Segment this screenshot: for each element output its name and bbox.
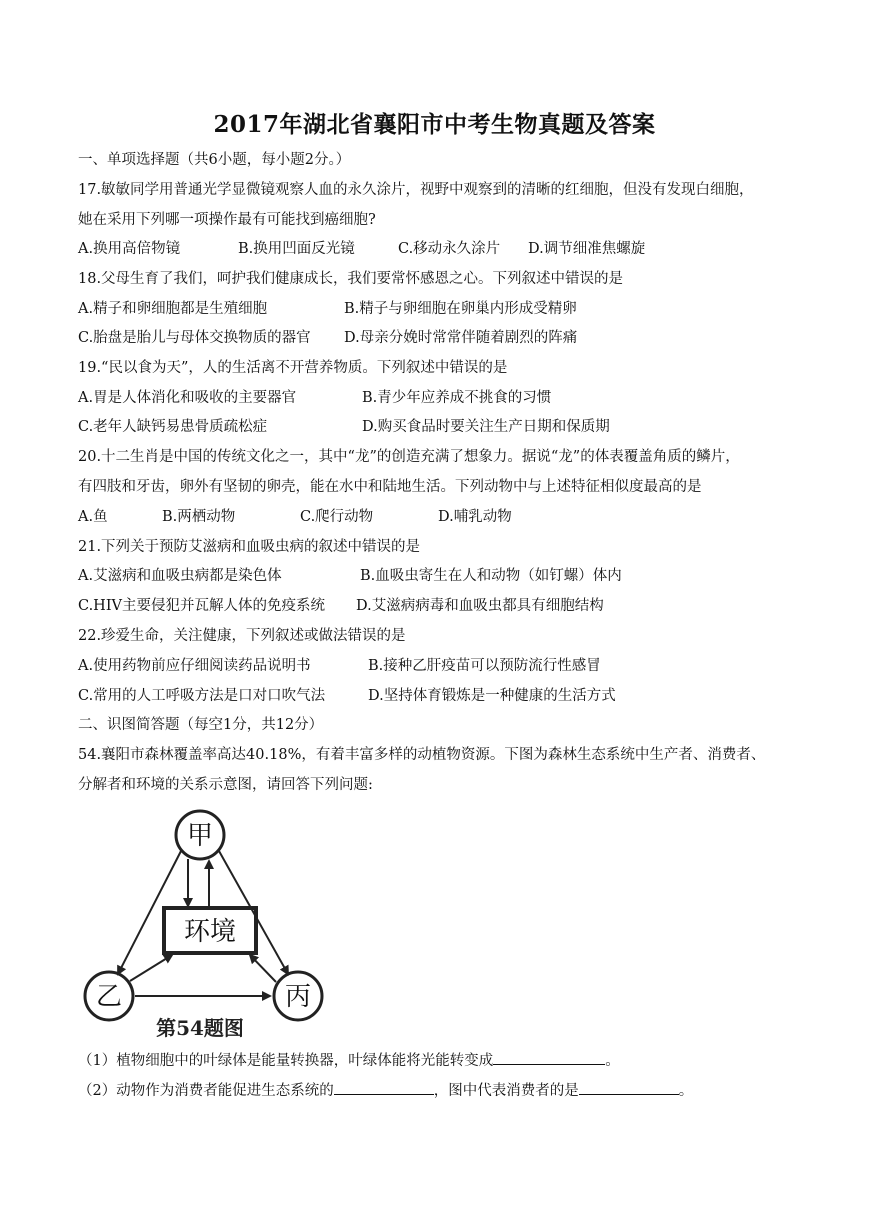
- question-21-options-row1: [78, 566, 798, 586]
- question-18-options-row1: [78, 299, 798, 319]
- sub2-end: 。: [678, 1083, 694, 1099]
- question-54-stem-line1: 54.襄阳市森林覆盖率高达40.18%，有着丰富多样的动植物资源。下图为森林生态系统中生产者、消费者、: [78, 747, 766, 763]
- option-a: A.胃是人体消化和吸收的主要器官: [78, 390, 297, 406]
- question-22-options-row1: [78, 656, 798, 676]
- question-19-stem: 19.“民以食为天”，人的生活离不开营养物质。下列叙述中错误的是: [78, 360, 508, 376]
- answer-blank-3[interactable]: [579, 1080, 679, 1095]
- option-c: C.爬行动物: [300, 509, 374, 525]
- node-environment-label: 环境: [183, 917, 237, 947]
- option-c: C.移动永久涂片: [398, 241, 501, 257]
- option-b: B.青少年应养成不挑食的习惯: [362, 390, 552, 406]
- sub1-end: 。: [605, 1053, 620, 1069]
- question-20-stem-line2: 有四肢和牙齿，卵外有坚韧的卵壳，能在水中和陆地生活。下列动物中与上述特征相似度最高的是: [78, 479, 702, 495]
- question-22-stem: 22.珍爱生命，关注健康，下列叙述或做法错误的是: [78, 628, 406, 644]
- sub2-text-1: （2）动物作为消费者能促进生态系统的: [78, 1083, 334, 1099]
- question-22-options-row2: [78, 686, 798, 706]
- option-b: B.血吸虫寄生在人和动物（如钉螺）体内: [360, 568, 622, 584]
- option-d: D.哺乳动物: [438, 509, 512, 525]
- diagram-caption: 第54题图: [156, 1016, 244, 1040]
- option-a: A.精子和卵细胞都是生殖细胞: [78, 301, 268, 317]
- option-c: C.HIV主要侵犯并瓦解人体的免疫系统: [78, 598, 326, 614]
- section-heading-choice: 一、单项选择题（共6小题，每小题2分。）: [78, 152, 351, 168]
- arrow-yi-to-environment: [130, 955, 172, 981]
- option-a: A.使用药物前应仔细阅读药品说明书: [78, 658, 311, 674]
- question-19-options-row2: [78, 417, 798, 437]
- question-20-options: [78, 507, 798, 527]
- sub2-text-2: ，图中代表消费者的是: [433, 1083, 579, 1099]
- option-d: D.调节细准焦螺旋: [528, 241, 646, 257]
- question-54-sub1: [78, 1050, 620, 1071]
- question-18-stem: 18.父母生育了我们，呵护我们健康成长，我们要常怀感恩之心。下列叙述中错误的是: [78, 271, 624, 287]
- option-a: A.艾滋病和血吸虫病都是染色体: [78, 568, 282, 584]
- question-19-options-row1: [78, 388, 798, 408]
- option-b: B.两栖动物: [162, 509, 236, 525]
- node-bing-label: 丙: [284, 982, 312, 1012]
- option-c: C.老年人缺钙易患骨质疏松症: [78, 419, 268, 435]
- ecosystem-diagram: [78, 805, 338, 1045]
- question-17-stem-line1: 17.敏敏同学用普通光学显微镜观察人血的永久涂片，视野中观察到的清晰的红细胞，但没有发现白细胞，: [78, 182, 754, 198]
- sub1-text: （1）植物细胞中的叶绿体是能量转换器，叶绿体能将光能转变成: [78, 1053, 494, 1069]
- answer-blank-1[interactable]: [493, 1050, 605, 1065]
- option-c: C.常用的人工呼吸方法是口对口吹气法: [78, 688, 326, 704]
- node-yi-label: 乙: [95, 982, 123, 1012]
- section-heading-diagram: 二、识图简答题（每空1分，共12分）: [78, 717, 324, 733]
- question-54-stem-line2: 分解者和环境的关系示意图，请回答下列问题:: [78, 777, 373, 793]
- question-54-sub2: [78, 1080, 693, 1101]
- question-21-stem: 21.下列关于预防艾滋病和血吸虫病的叙述中错误的是: [78, 539, 421, 555]
- question-20-stem-line1: 20.十二生肖是中国的传统文化之一，其中“龙”的创造充满了想象力。据说“龙”的体表覆盖角质的鳞片，: [78, 449, 740, 465]
- option-d: D.坚持体育锻炼是一种健康的生活方式: [368, 688, 616, 704]
- option-d: D.母亲分娩时常常伴随着剧烈的阵痛: [344, 330, 578, 346]
- question-17-stem-line2: 她在采用下列哪一项操作最有可能找到癌细胞?: [78, 212, 376, 228]
- question-18-options-row2: [78, 328, 798, 348]
- question-17-options: [78, 239, 798, 259]
- option-a: A.换用高倍物镜: [78, 241, 181, 257]
- question-21-options-row2: [78, 596, 798, 616]
- node-jia-label: 甲: [186, 821, 214, 851]
- answer-blank-2[interactable]: [334, 1080, 434, 1095]
- option-b: B.换用凹面反光镜: [238, 241, 355, 257]
- option-a: A.鱼: [78, 509, 108, 525]
- arrow-bing-to-environment: [250, 955, 276, 982]
- option-d: D.艾滋病病毒和血吸虫都具有细胞结构: [356, 598, 604, 614]
- option-b: B.精子与卵细胞在卵巢内形成受精卵: [344, 301, 577, 317]
- option-b: B.接种乙肝疫苗可以预防流行性感冒: [368, 658, 601, 674]
- option-c: C.胎盘是胎儿与母体交换物质的器官: [78, 330, 311, 346]
- option-d: D.购买食品时要关注生产日期和保质期: [362, 419, 610, 435]
- page-title: 2017年湖北省襄阳市中考生物真题及答案: [213, 111, 656, 138]
